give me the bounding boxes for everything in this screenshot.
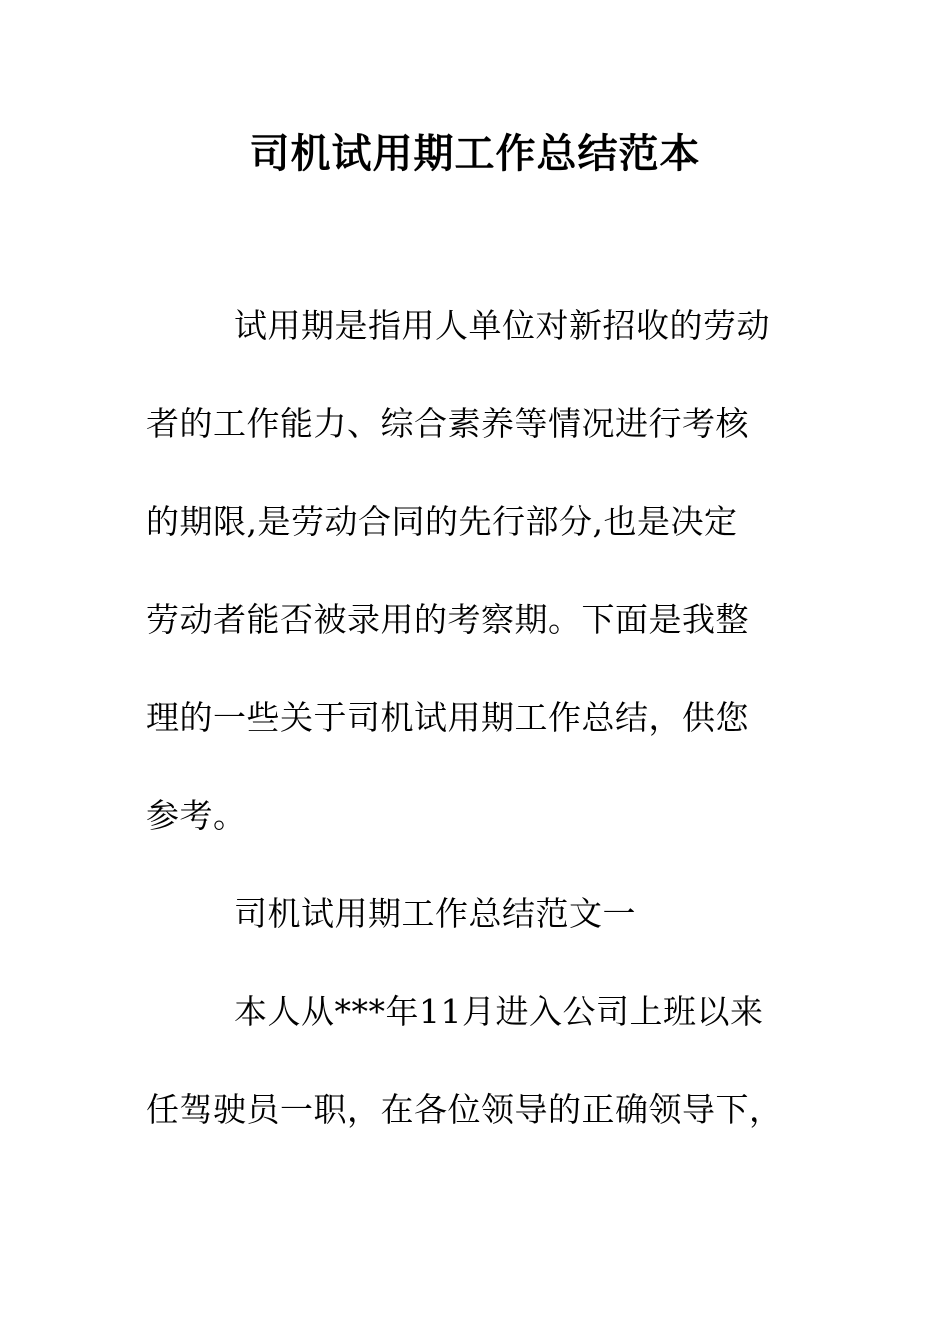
paragraph-line: 理的一些关于司机试用期工作总结，供您: [146, 698, 749, 737]
paragraph-line: 本人从***年11月进入公司上班以来: [234, 992, 764, 1031]
paragraph-line: 试用期是指用人单位对新招收的劳动: [234, 306, 770, 345]
paragraph-line: 劳动者能否被录用的考察期。下面是我整: [146, 600, 749, 639]
section-heading: 司机试用期工作总结范文一: [234, 894, 636, 933]
paragraph-line: 任驾驶员一职，在各位领导的正确领导下，: [146, 1090, 783, 1129]
paragraph-line: 者的工作能力、综合素养等情况进行考核: [146, 404, 749, 443]
paragraph-line: 参考。: [146, 796, 247, 835]
document-title: 司机试用期工作总结范本: [249, 130, 701, 177]
paragraph-line: 的期限,是劳动合同的先行部分,也是决定: [146, 502, 738, 541]
